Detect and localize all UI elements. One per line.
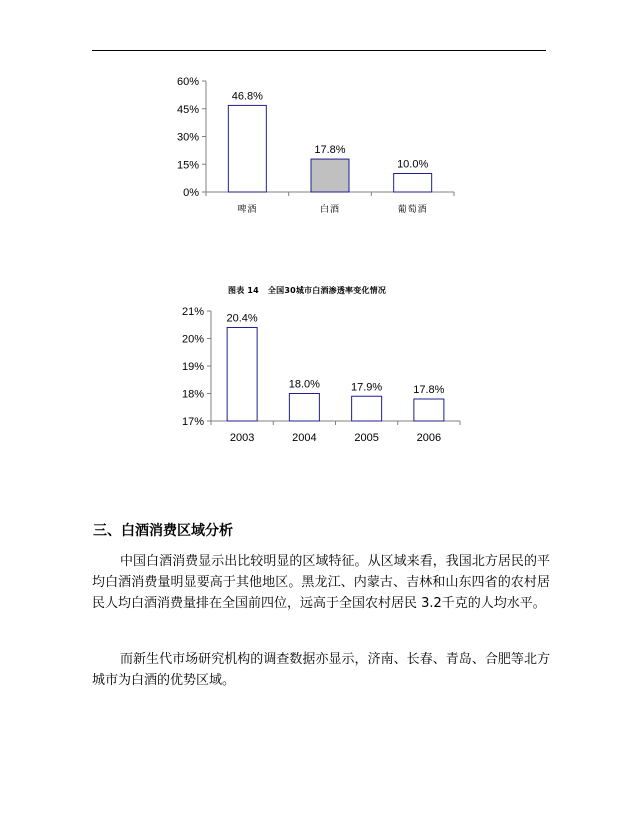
category-label: 2004 (292, 432, 317, 444)
data-label: 18.0% (288, 378, 320, 391)
bar-2005 (352, 396, 382, 421)
y-tick-label: 18% (181, 388, 204, 401)
category-label: 啤酒 (237, 204, 258, 214)
category-label: 2006 (416, 432, 442, 444)
y-tick-label: 15% (176, 159, 199, 172)
category-label: 葡萄酒 (397, 204, 428, 214)
bar-2006 (414, 399, 444, 421)
data-label: 17.8% (314, 144, 346, 157)
paragraph-1: 中国白酒消费显示出比较明显的区域特征。从区域来看，我国北方居民的平均白酒消费量明显要高于其他地区。黑龙江、内蒙古、吉林和山东四省的农村居民人均白酒消费量排在全国前四位，远高于全国农村居民 3.2千克的人均水平。 (92, 554, 550, 611)
section-heading: 三、白酒消费区域分析 (93, 523, 233, 539)
category-label: 白酒 (319, 204, 341, 214)
category-label: 2005 (354, 432, 379, 444)
data-label: 10.0% (397, 158, 429, 171)
data-label: 17.9% (351, 381, 383, 394)
caption-prefix: 图表 14 (228, 286, 259, 295)
y-tick-label: 60% (176, 76, 199, 88)
y-tick-label: 45% (176, 103, 199, 116)
y-tick-label: 17% (181, 416, 204, 428)
y-tick-label: 19% (181, 361, 204, 373)
y-tick-label: 20% (181, 333, 204, 346)
caption-title: 全国30城市白酒渗透率变化情况 (267, 286, 387, 295)
paragraph-2: 而新生代市场研究机构的调查数据亦显示，济南、长春、青岛、合肥等北方城市为白酒的优势区域。 (92, 652, 550, 688)
bar-2004 (289, 394, 319, 422)
data-label: 46.8% (231, 90, 263, 103)
y-tick-label: 21% (181, 306, 204, 318)
data-label: 17.8% (413, 384, 445, 396)
y-tick-label: 0% (183, 187, 199, 199)
category-label: 2003 (229, 432, 255, 444)
data-label: 20.4% (226, 312, 258, 325)
y-tick-label: 30% (176, 131, 199, 144)
bar-2003 (227, 328, 257, 422)
